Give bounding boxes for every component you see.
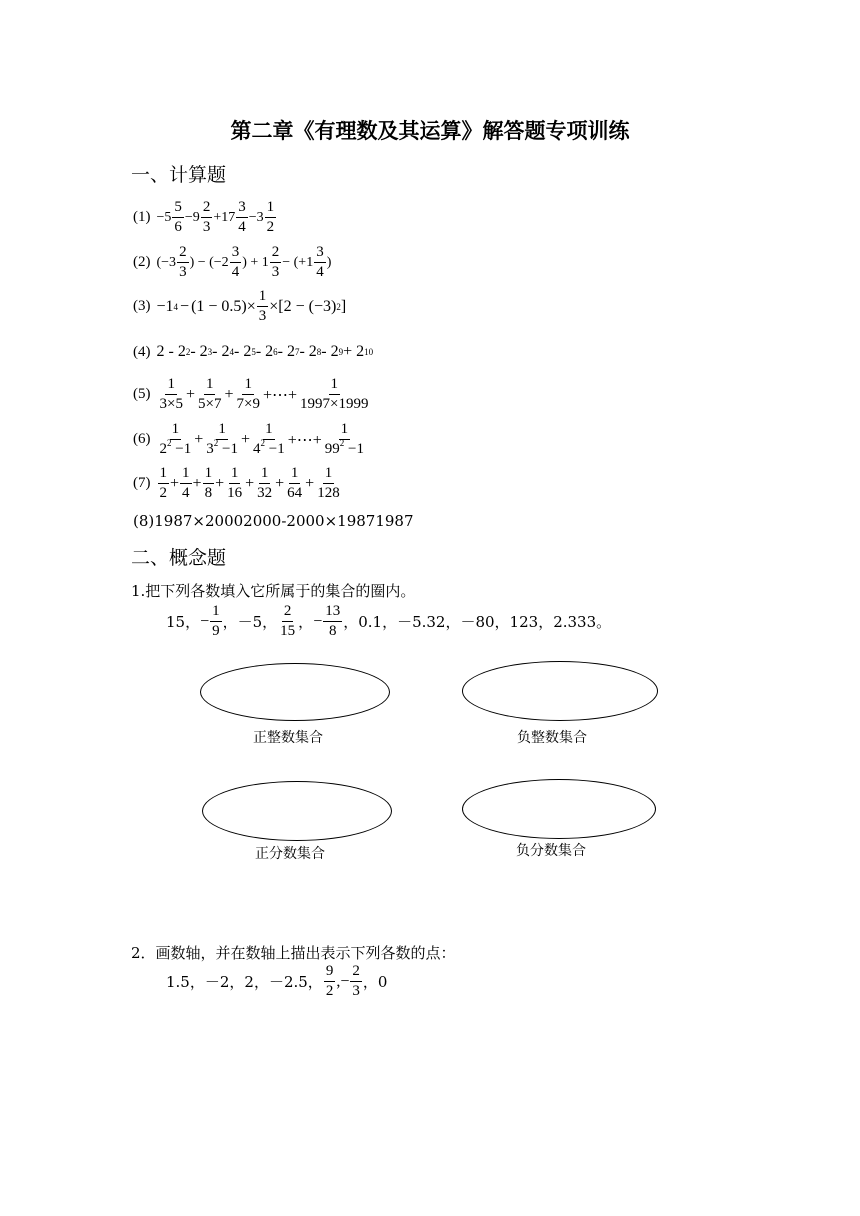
question-1-text: 1.把下列各数填入它所属于的集合的圈内。 (131, 582, 416, 600)
number-list-part: ，0.1，－5.32，－80，123，2.333。 (343, 613, 612, 631)
negative-fraction-set-label: 负分数集合 (516, 843, 586, 859)
problem-number: (1) (133, 209, 151, 225)
positive-integer-set-ellipse (200, 663, 390, 721)
problem-6: (6) $\frac{1}{2^2 -1}$ + $\frac{1}{3^2 -1}$ + $\frac{1}{4^2 -1}$ +⋯+ $\frac{1}{99^2 -1}$ (133, 421, 364, 457)
section-heading-calculation: 一、计算题 (131, 164, 227, 186)
problem-8: (8)1987×20002000-2000×19871987 (133, 512, 414, 530)
question-2-numbers: 1.5，－2，2，－2.5， $\frac{9}{2}$ ,− $\frac{2}{3}$ ，0 (166, 963, 388, 999)
negative-fraction-set-ellipse (462, 779, 656, 839)
number-list-part: ，0 (362, 973, 388, 991)
problem-number: (3) (133, 298, 151, 314)
problem-2: (2) (−3 $\frac{2}{3}$ ) − (−2 $\frac{3}{4}$ ) + 1 $\frac{2}{3}$ − (+1 $\frac{3}{4}$ ) (133, 244, 332, 280)
problem-number: (4) (133, 343, 151, 360)
positive-fraction-set-label: 正分数集合 (255, 846, 325, 862)
question-2-text: 2．画数轴，并在数轴上描出表示下列各数的点： (131, 944, 456, 962)
problem-7: (7) $\frac{1}{2}$ + $\frac{1}{4}$ + $\frac{1}{8}$ + $\frac{1}{16}$ + $\frac{1}{32}$ + $\frac{1}{64}$ + $\frac{1}{128}$ (133, 465, 340, 501)
negative-integer-set-label: 负整数集合 (517, 730, 587, 746)
problem-number: (2) (133, 254, 151, 270)
problem-4: (4) 2 - 2 2 - 2 3 - 2 4 - 2 5 - 2 6 - 2 7 - 2 8 - 2 9 + 2 10 (133, 343, 374, 360)
number-list-part: ，－5， (222, 613, 278, 631)
problem-number: (7) (133, 475, 151, 491)
number-list-part: 15， (166, 613, 201, 631)
problem-1: (1) −5 $\frac{5}{6}$ −9 $\frac{2}{3}$ +17 $\frac{3}{4}$ −3 $\frac{1}{2}$ (133, 199, 275, 235)
positive-integer-set-label: 正整数集合 (253, 730, 323, 746)
positive-fraction-set-ellipse (202, 781, 392, 841)
number-list-part: 1.5，－2，2，－2.5， (166, 973, 323, 991)
number-list-part: ， (298, 613, 314, 631)
problem-number: (6) (133, 431, 151, 447)
section-heading-concept: 二、概念题 (131, 547, 227, 569)
problem-number: (5) (133, 386, 151, 402)
problem-3: (3) −1 4 − (1 − 0.5)× $\frac{1}{3}$ ×[2 − (−3) 2 ] (133, 288, 347, 324)
negative-integer-set-ellipse (462, 661, 658, 721)
page-title: 第二章《有理数及其运算》解答题专项训练 (230, 119, 630, 143)
question-1-numbers: 15， − $\frac{1}{9}$ ，－5， $\frac{2}{15}$ ， − $\frac{13}{8}$ ，0.1，－5.32，－80，123，2.333。 (166, 603, 612, 639)
problem-5: (5) $\frac{1}{3\times 5}$ + $\frac{1}{5\times 7}$ + $\frac{1}{7\times 9}$ +⋯+ $\frac{1}{1997\times 1999}$ (133, 376, 369, 412)
